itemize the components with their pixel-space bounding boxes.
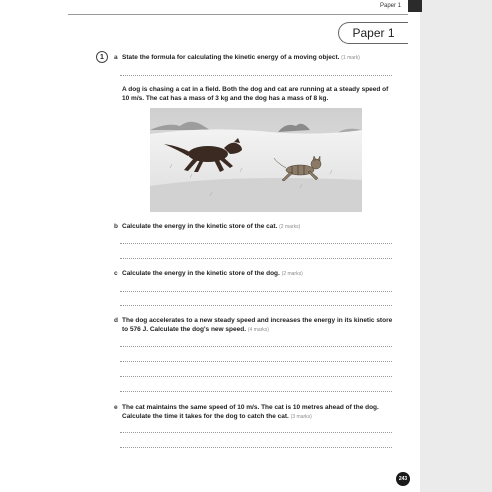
answer-line[interactable] <box>120 291 392 292</box>
dog-chasing-cat-illustration <box>150 108 362 212</box>
part-d-letter: d <box>114 317 118 324</box>
answer-line[interactable] <box>120 75 392 76</box>
answer-line[interactable] <box>120 376 392 377</box>
question-number: 1 <box>96 51 108 63</box>
running-header: Paper 1 <box>380 3 402 9</box>
part-a-text <box>122 53 394 63</box>
part-b-text <box>122 222 394 232</box>
part-b-letter: b <box>114 223 118 230</box>
part-d-text <box>122 316 394 335</box>
part-c-marks: (2 marks) <box>281 271 303 277</box>
part-a-letter: a <box>114 54 118 61</box>
page-margin <box>420 0 492 492</box>
answer-line[interactable] <box>120 305 392 306</box>
page-tab-marker <box>408 0 422 12</box>
page-number: 243 <box>396 472 410 486</box>
part-c-text <box>122 269 394 279</box>
illustration-svg <box>150 108 362 212</box>
part-c-question: Calculate the energy in the kinetic store of the dog. <box>122 270 280 277</box>
answer-line[interactable] <box>120 243 392 244</box>
part-e-question: The cat maintains the same speed of 10 m/s. The cat is 10 metres ahead of the dog. Calculate the time it takes for the dog to catch the cat. <box>122 404 379 420</box>
part-d-marks: (4 marks) <box>247 327 269 333</box>
scenario-statement: A dog is chasing a cat in a field. Both the dog and cat are running at a steady speed of 10 m/s. The cat has a mass of 3 kg and the dog has a mass of 8 kg. <box>122 86 389 102</box>
answer-line[interactable] <box>120 447 392 448</box>
answer-line[interactable] <box>120 346 392 347</box>
answer-line[interactable] <box>120 258 392 259</box>
answer-line[interactable] <box>120 361 392 362</box>
answer-line[interactable] <box>120 432 392 433</box>
part-c-letter: c <box>114 270 118 277</box>
part-e-text <box>122 403 394 422</box>
part-d-question: The dog accelerates to a new steady speed and increases the energy in its kinetic store to 576 J. Calculate the dog's new speed. <box>122 317 393 333</box>
part-a-marks: (1 mark) <box>341 55 360 61</box>
part-b-marks: (2 marks) <box>279 224 301 230</box>
answer-line[interactable] <box>120 391 392 392</box>
header-rule <box>68 14 408 15</box>
part-e-marks: (3 marks) <box>290 414 312 420</box>
part-e-letter: e <box>114 404 118 411</box>
part-b-question: Calculate the energy in the kinetic store of the cat. <box>122 223 278 230</box>
scenario-text <box>122 85 394 103</box>
paper-title: Paper 1 <box>338 22 408 44</box>
part-a-question: State the formula for calculating the kinetic energy of a moving object. <box>122 54 340 61</box>
